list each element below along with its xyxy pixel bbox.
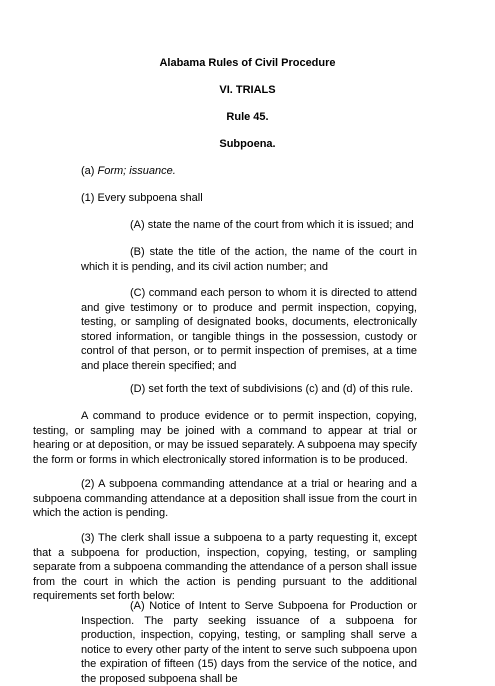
part-heading: VI. TRIALS <box>219 84 276 96</box>
item-a: (A) state the name of the court from which it is issued; and <box>130 219 414 231</box>
paragraph-3: (3) The clerk shall issue a subpoena to a party requesting it, except that a subpoena for production, inspection, copying, testing, or sampling separate from a subpoena commanding the attendance of a person shall issue from the court in which the action is pending pursuant to the additional requirements set forth below: <box>33 532 417 602</box>
section-a-title: Form; issuance. <box>97 165 176 177</box>
item-d: (D) set forth the text of subdivisions (c) and (d) of this rule. <box>130 383 414 395</box>
rule-title: Subpoena. <box>219 138 276 150</box>
document-title: Alabama Rules of Civil Procedure <box>159 57 336 69</box>
paragraph-command: A command to produce evidence or to permit inspection, copying, testing, or sampling may be joined with a command to appear at trial or hearing or at deposition, or may be issued separately. A subpoena may specify the form or forms in which electronically stored information is to be produced. <box>33 410 417 466</box>
paragraph-1: (1) Every subpoena shall <box>81 192 203 204</box>
paragraph-3a: (A) Notice of Intent to Serve Subpoena for Production or Inspection. The party seeking issuance of a subpoena for production, inspection, copying, testing, or sampling shall serve a notice to every other party of the intent to serve such subpoena upon the expiration of fifteen (15) days from the service of the notice, and the proposed subpoena shall be <box>81 600 417 685</box>
paragraph-2: (2) A subpoena commanding attendance at a trial or hearing and a subpoena commanding attendance at a deposition shall issue from the court in which the action is pending. <box>33 478 417 519</box>
item-c: (C) command each person to whom it is directed to attend and give testimony or to produce and permit inspection, copying, testing, or sampling of designated books, documents, electronically stored information, or tangible things in the possession, custody or control of that person, or to permit inspection of premises, at a time and place therein specified; and <box>81 287 417 372</box>
item-b: (B) state the title of the action, the name of the court in which it is pending, and its civil action number; and <box>81 246 417 273</box>
section-a-prefix: (a) <box>81 165 98 177</box>
rule-number: Rule 45. <box>226 111 269 123</box>
section-a-heading <box>81 165 176 178</box>
